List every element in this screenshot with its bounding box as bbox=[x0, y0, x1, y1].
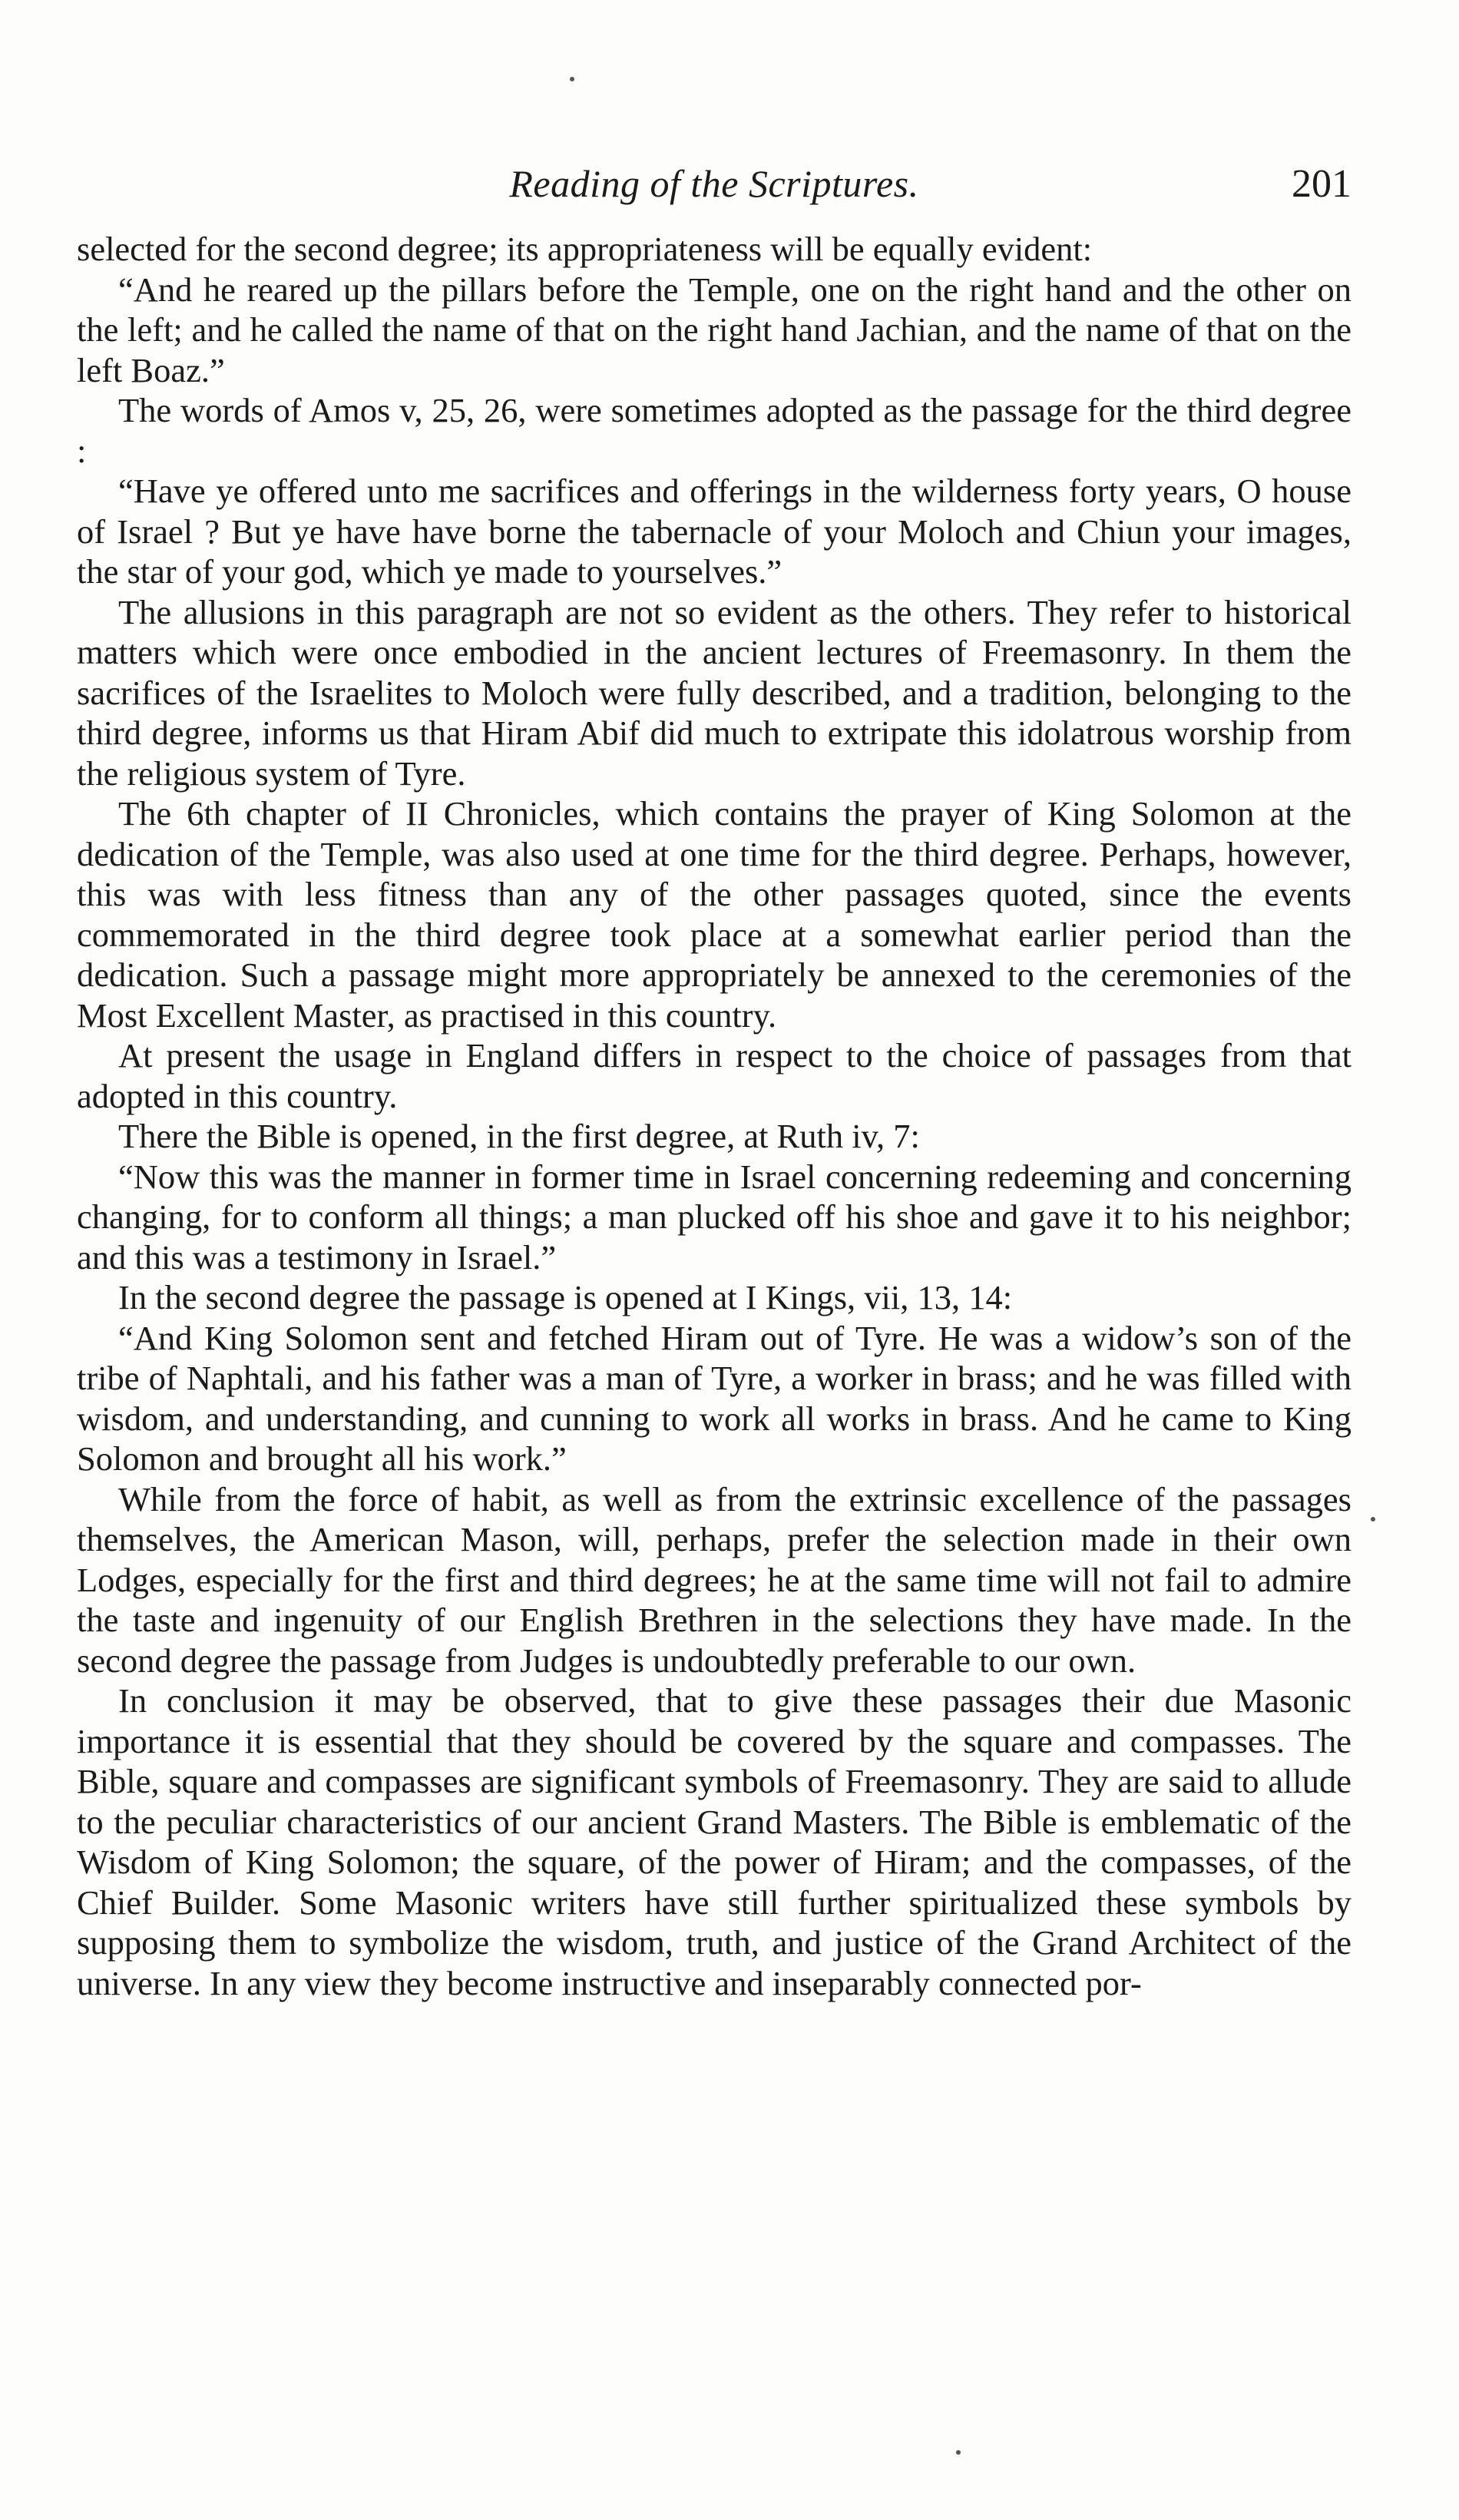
paragraph-ruth: There the Bible is opened, in the first degree, at Ruth iv, 7: bbox=[118, 1117, 920, 1155]
paragraph-quote-amos: “Have ye offered unto me sacrifices and offerings in the wilderness forty years, O house of Israel ? But ye have have borne the tabernacle of your Moloch and Chiun your images, the star of your god, which ye made to yourselves.” bbox=[77, 472, 1351, 591]
paragraph-kings: In the second degree the passage is opened at I Kings, vii, 13, 14: bbox=[118, 1278, 1013, 1316]
paragraph-conclusion: In conclusion it may be observed, that to give these passages their due Masonic importance it is essential that they should be covered by the square and compasses. The Bible, square and compasses are significant symbols of Freemasonry. They are said to allude to the peculiar characteristics of our ancient Grand Masters. The Bible is emblematic of the Wisdom of King Solomon; the square, of the power of Hiram; and the compasses, of the Chief Builder. Some Masonic writers have still further spiritualized these symbols by supposing them to symbolize the wisdom, truth, and justice of the Grand Architect of the universe. In any view they become instructive and inseparably connected por- bbox=[77, 1681, 1351, 2002]
paragraph-quote-ruth: “Now this was the manner in former time in Israel concerning redeeming and concerning changing, for to conform all things; a man plucked off his shoe and gave it to his neighbor; and this was a testimony in Israel.” bbox=[77, 1157, 1351, 1277]
paragraph-chronicles: The 6th chapter of II Chronicles, which contains the prayer of King Solomon at the dedication of the Temple, was also used at one time for the third degree. Perhaps, however, this was with less fitness than any of the other passages quoted, since the events commemorated in the third degree took place at a somewhat earlier period than the dedication. Such a passage might more appropriately be annexed to the ceremonies of the Most Excellent Master, as practised in this country. bbox=[77, 794, 1351, 1035]
body-text bbox=[77, 229, 1351, 2003]
running-title: Reading of the Scriptures. bbox=[509, 162, 919, 205]
book-page bbox=[77, 146, 1351, 2003]
paragraph-allusions: The allusions in this paragraph are not so evident as the others. They refer to historical matters which were once embodied in the ancient lectures of Freemasonry. In them the sacrifices of the Israelites to Moloch were fully described, and a tradition, belonging to the third degree, informs us that Hiram Abif did much to extripate this idolatrous worship from the religious system of Tyre. bbox=[77, 592, 1351, 793]
page-number: 201 bbox=[1292, 162, 1351, 206]
paragraph-amos: The words of Amos v, 25, 26, were sometimes adopted as the passage for the third degree : bbox=[77, 391, 1351, 470]
paragraph-england-usage: At present the usage in England differs in respect to the choice of passages from that adopted in this country. bbox=[77, 1036, 1351, 1115]
paragraph-quote-pillars: “And he reared up the pillars before the Temple, one on the right hand and the other on the left; and he called the name of that on the right hand Jachian, and the name of that on the left Boaz.” bbox=[77, 270, 1351, 389]
paragraph-quote-kings: “And King Solomon sent and fetched Hiram out of Tyre. He was a widow’s son of the tribe of Naphtali, and his father was a man of Tyre, a worker in brass; and he was filled with wisdom, and understanding, and cunning to work all works in brass. And he came to King Solomon and brought all his work.” bbox=[77, 1318, 1351, 1478]
print-speck-bottom bbox=[956, 2450, 961, 2455]
print-speck-top bbox=[570, 77, 574, 81]
page-header bbox=[77, 146, 1351, 215]
paragraph-habit: While from the force of habit, as well as from the extrinsic excellence of the passages themselves, the American Mason, will, perhaps, prefer the selection made in their own Lodges, especially for the first and third degrees; he at the same time will not fail to admire the taste and ingenuity of our English Brethren in the selections they have made. In the second degree the passage from Judges is undoubtedly preferable to our own. bbox=[77, 1479, 1351, 1680]
print-speck-right bbox=[1371, 1517, 1375, 1522]
paragraph-continuation: selected for the second degree; its appropriateness will be equally evident: bbox=[77, 230, 1093, 268]
